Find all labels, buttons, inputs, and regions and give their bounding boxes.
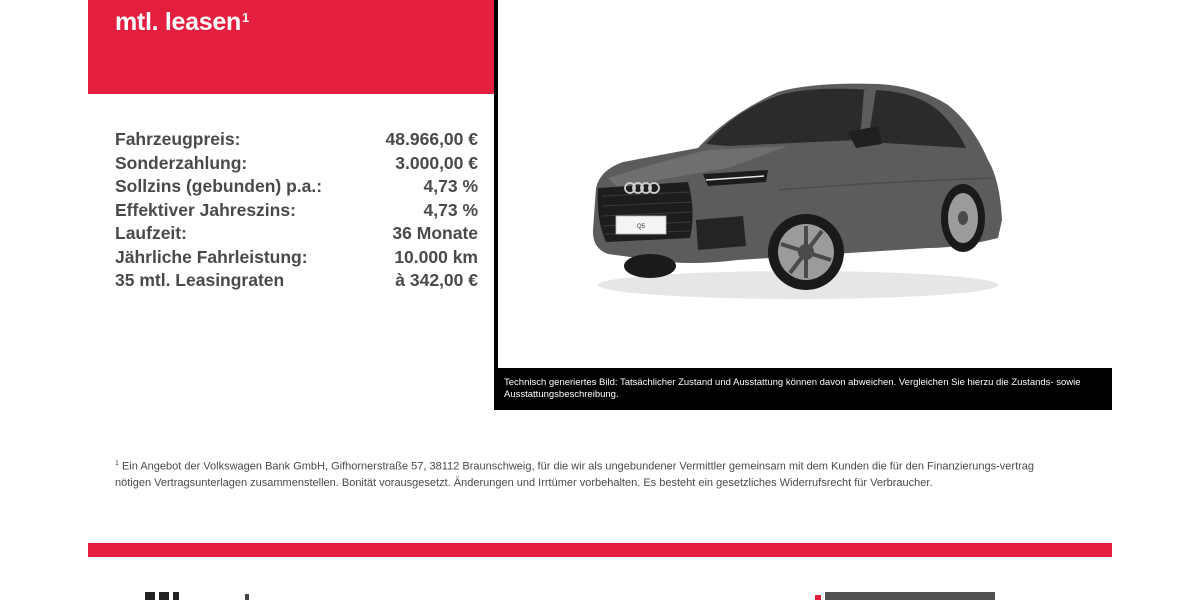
offer-title-text: mtl. leasen xyxy=(115,8,241,36)
detail-value: 4,73 % xyxy=(423,199,478,220)
detail-label: Jährliche Fahrleistung: xyxy=(115,246,308,267)
detail-label: Fahrzeugpreis: xyxy=(115,129,241,149)
offer-header xyxy=(88,0,494,94)
detail-value: 36 Monate xyxy=(392,223,478,243)
leasing-details xyxy=(115,128,478,293)
footnote-text: Ein Angebot der Volkswagen Bank GmbH, Gifhornerstraße 57, 38112 Braunschweig, für die wir als ungebundener Vermittler gemeinsam mit dem Kunden die für den Finanzierungs-vertrag nötigen Vertragsunterlagen zusammenstellen. Bonität vorausgesetzt. Änderungen und Irrtümer vorbehalten. Es besteht ein gesetzliches Widerrufsrecht für Verbraucher. xyxy=(115,460,1035,489)
dealer-logo-left xyxy=(145,592,255,600)
detail-row-interest-rate xyxy=(115,175,478,199)
detail-row-mileage xyxy=(115,246,478,270)
detail-row-monthly-rate xyxy=(115,269,478,293)
detail-row-vehicle-price xyxy=(115,128,478,152)
detail-label: Laufzeit: xyxy=(115,223,187,243)
car-image-panel xyxy=(498,0,1112,368)
detail-label: Sonderzahlung: xyxy=(115,152,248,173)
dealer-logo-right xyxy=(815,592,995,600)
detail-label: Sollzins (gebunden) p.a.: xyxy=(115,176,323,196)
detail-row-special-payment xyxy=(115,152,478,176)
image-caption-box xyxy=(495,368,1112,410)
legal-footnote xyxy=(115,456,1035,491)
detail-row-effective-rate xyxy=(115,199,478,223)
detail-label: 35 mtl. Leasingraten xyxy=(115,270,285,290)
detail-value: 3.000,00 € xyxy=(395,152,478,173)
detail-value: 48.966,00 € xyxy=(385,129,478,149)
front-wheel xyxy=(768,214,844,290)
detail-value: à 342,00 € xyxy=(395,270,478,290)
image-disclaimer: Technisch generiertes Bild: Tatsächlicher Zustand und Ausstattung können davon abweichen. Vergleichen Sie hierzu die Zustands- sowie Ausstattungsbeschreibung. xyxy=(504,377,1081,400)
title-footnote-marker: 1 xyxy=(241,10,249,25)
detail-value: 10.000 km xyxy=(394,246,478,267)
offer-title xyxy=(115,8,249,37)
car-image xyxy=(578,70,1018,310)
detail-label: Effektiver Jahreszins: xyxy=(115,199,296,220)
detail-value: 4,73 % xyxy=(423,176,478,196)
license-plate-text: Q5 xyxy=(636,224,646,230)
rear-wheel xyxy=(941,184,985,252)
footnote-marker: 1 xyxy=(115,460,119,467)
bottom-accent-bar xyxy=(88,543,1112,557)
detail-row-term xyxy=(115,222,478,246)
